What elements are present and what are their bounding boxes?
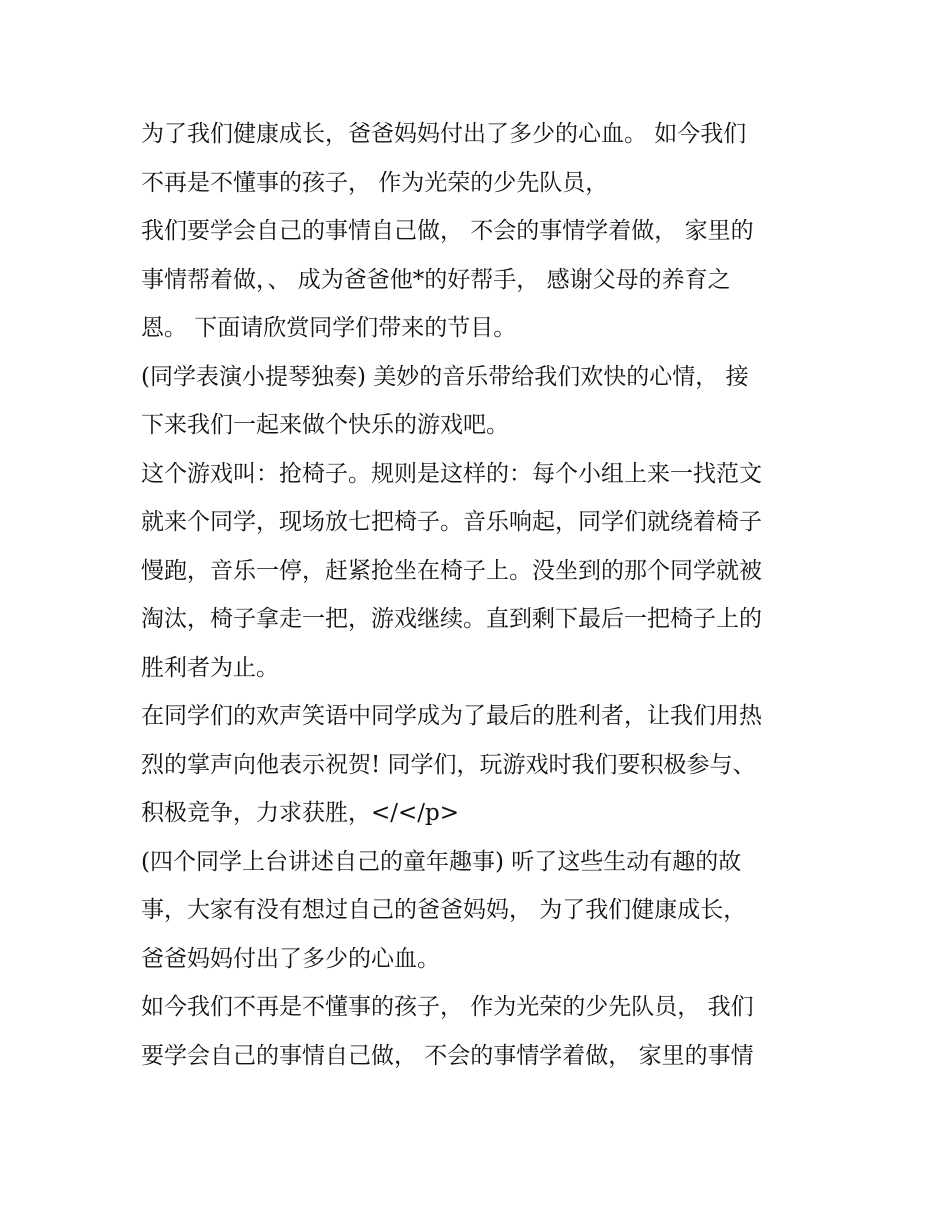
text-line-6: (同学表演小提琴独奏) 美妙的音乐带给我们欢快的心情， 接	[141, 363, 749, 390]
text-line-10: 慢跑，音乐一停，赶紧抢坐在椅子上。没坐到的那个同学就被	[141, 557, 762, 584]
text-line-3: 我们要学会自己的事情自己做， 不会的事情学着做， 家里的	[141, 218, 754, 244]
text-line-20: 要学会自己的事情自己做， 不会的事情学着做， 家里的事情	[141, 1042, 754, 1069]
text-line-16: (四个同学上台讲述自己的童年趣事) 听了这些生动有趣的故	[141, 848, 742, 875]
text-line-2: 不再是不懂事的孩子， 作为光荣的少先队员，	[141, 169, 609, 196]
text-line-8: 这个游戏叫：抢椅子。规则是这样的：每个小组上来一找范文	[141, 460, 762, 487]
text-line-18: 爸爸妈妈付出了多少的心血。	[141, 945, 440, 972]
text-line-5: 恩。 下面请欣赏同学们带来的节目。	[141, 315, 517, 341]
text-line-13: 在同学们的欢声笑语中同学成为了最后的胜利者，让我们用热	[141, 703, 762, 729]
text-line-11: 淘汰，椅子拿走一把，游戏继续。直到剩下最后一把椅子上的	[141, 606, 762, 632]
text-line-9: 就来个同学，现场放七把椅子。音乐响起，同学们就绕着椅子	[141, 509, 762, 535]
text-line-17: 事，大家有没有想过自己的爸爸妈妈， 为了我们健康成长，	[141, 897, 747, 923]
text-line-4: 事情帮着做，、 成为爸爸他*的好帮手， 感谢父母的养育之	[141, 266, 731, 293]
text-line-15: 积极竞争，力求获胜，</</p>	[141, 800, 460, 826]
text-line-7: 下来我们一起来做个快乐的游戏吧。	[141, 412, 509, 438]
text-line-12: 胜利者为止。	[141, 654, 279, 681]
text-line-14: 烈的掌声向他表示祝贺! 同学们，玩游戏时我们要积极参与、	[141, 751, 756, 778]
body-text	[141, 110, 831, 1080]
text-line-19: 如今我们不再是不懂事的孩子， 作为光荣的少先队员， 我们	[141, 994, 754, 1020]
text-line-1: 为了我们健康成长，爸爸妈妈付出了多少的心血。 如今我们	[141, 121, 747, 147]
